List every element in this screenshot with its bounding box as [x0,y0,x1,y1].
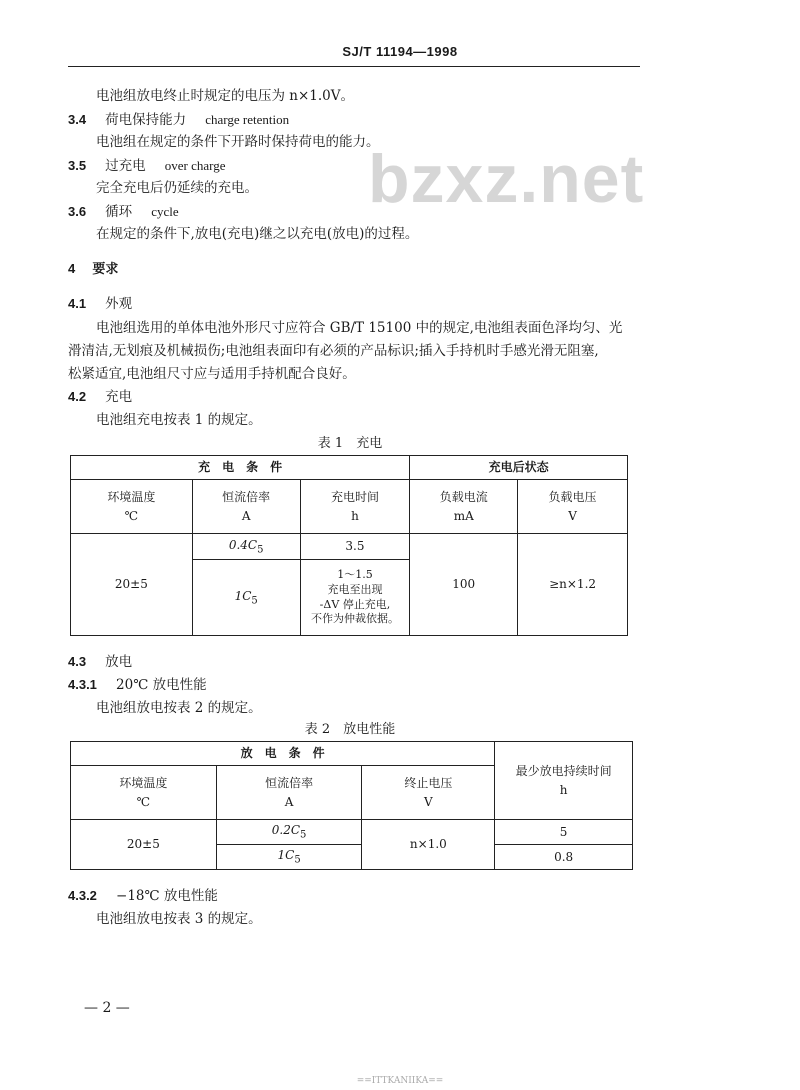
clause-number: 4.3.1 [68,677,97,692]
section-number: 4 [68,261,76,276]
clause-title: 过充电 [105,158,146,174]
table2-header-temp: 环境温度 ℃ [71,766,217,820]
watermark: bzxz.net [368,141,645,217]
bottom-mark: ==ITTKANIIKA== [356,1076,444,1086]
table1-charging [70,455,628,636]
clause-title: 荷电保持能力 [105,112,187,128]
table1-group-conditions: 充 电 条 件 [71,456,410,480]
table2-cell-rate2: $1C_5$ [216,845,362,870]
clause-4-3-1 [68,673,207,693]
clause-3-5 [68,154,226,174]
clause-number: 4.3 [68,654,87,669]
clause-title: 外观 [105,296,133,312]
section-4 [68,258,118,277]
table2-cell-rate1: $0.2C_5$ [216,820,362,845]
table1-cell-load-current: 100 [410,534,518,636]
clause-body: 电池组在规定的条件下开路时保持荷电的能力。 [96,134,380,150]
clause-title-en: over charge [164,158,226,173]
clause-body-line: 松紧适宜,电池组尺寸应与适用手持机配合良好。 [68,366,356,382]
header-rule [68,66,640,67]
section-title: 要求 [92,261,119,276]
table2-cell-end-voltage: n×1.0 [362,820,495,870]
clause-title: 20℃ 放电性能 [116,677,207,693]
clause-title: 循环 [105,204,133,220]
clause-4-2 [68,385,132,405]
table2-header-voltage: 终止电压 V [362,766,495,820]
clause-body-line: 电池组选用的单体电池外形尺寸应符合 GB/T 15100 中的规定,电池组表面色泽均匀、光 [96,320,623,336]
table2-discharge [70,741,633,870]
table1-header-load-voltage: 负载电压 V [518,480,628,534]
clause-4-3 [68,650,132,670]
clause-number: 4.1 [68,296,87,311]
clause-number: 3.5 [68,158,87,173]
table1-cell-time2: 1～1.5 充电至出现 -ΔV 停止充电, 不作为仲裁依据。 [300,560,410,636]
table1-group-state: 充电后状态 [410,456,628,480]
intro-line: 电池组放电终止时规定的电压为 n×1.0V。 [96,88,355,104]
table2-group-conditions: 放 电 条 件 [71,742,495,766]
standard-code-header: SJ/T 11194—1998 [342,44,458,59]
clause-title: 放电 [105,654,133,670]
table2-cell-duration1: 5 [495,820,633,845]
clause-body: 电池组放电按表 2 的规定。 [96,700,262,716]
table1-header-current: 恒流倍率 A [192,480,300,534]
clause-body: 完全充电后仍延续的充电。 [96,180,258,196]
table1-cell-load-voltage: ≥n×1.2 [518,534,628,636]
table1-cell-rate2: $1C_5$ [192,560,300,636]
clause-number: 4.2 [68,389,87,404]
table1-cell-temp: 20±5 [71,534,193,636]
table2-header-duration: 最少放电持续时间 h [495,742,633,820]
table2-header-current: 恒流倍率 A [216,766,362,820]
table2-cell-temp: 20±5 [71,820,217,870]
clause-body: 在规定的条件下,放电(充电)继之以充电(放电)的过程。 [96,226,419,242]
clause-3-6 [68,200,179,220]
clause-number: 3.6 [68,204,87,219]
clause-title-en: charge retention [205,112,290,127]
clause-4-1 [68,292,132,312]
clause-body-line: 滑清洁,无划痕及机械损伤;电池组表面印有必须的产品标识;插入手持机时手感光滑无阻塞, [68,343,599,359]
clause-title: −18℃ 放电性能 [116,888,218,904]
clause-body: 电池组放电按表 3 的规定。 [96,911,262,927]
table2-caption: 表 2 放电性能 [304,722,396,737]
table1-caption: 表 1 充电 [317,436,383,451]
clause-body: 电池组充电按表 1 的规定。 [96,412,262,428]
clause-4-3-2 [68,884,218,904]
clause-number: 3.4 [68,112,87,127]
table1-cell-time1: 3.5 [300,534,410,560]
table1-header-load-current: 负载电流 mA [410,480,518,534]
page-number: — 2 — [84,1000,130,1016]
clause-title: 充电 [105,389,133,405]
table1-cell-rate1: $0.4C_5$ [192,534,300,560]
table1-header-temp: 环境温度 ℃ [71,480,193,534]
table1-header-time: 充电时间 h [300,480,410,534]
clause-title-en: cycle [151,204,179,219]
clause-3-4 [68,108,289,128]
table2-cell-duration2: 0.8 [495,845,633,870]
clause-number: 4.3.2 [68,888,97,903]
